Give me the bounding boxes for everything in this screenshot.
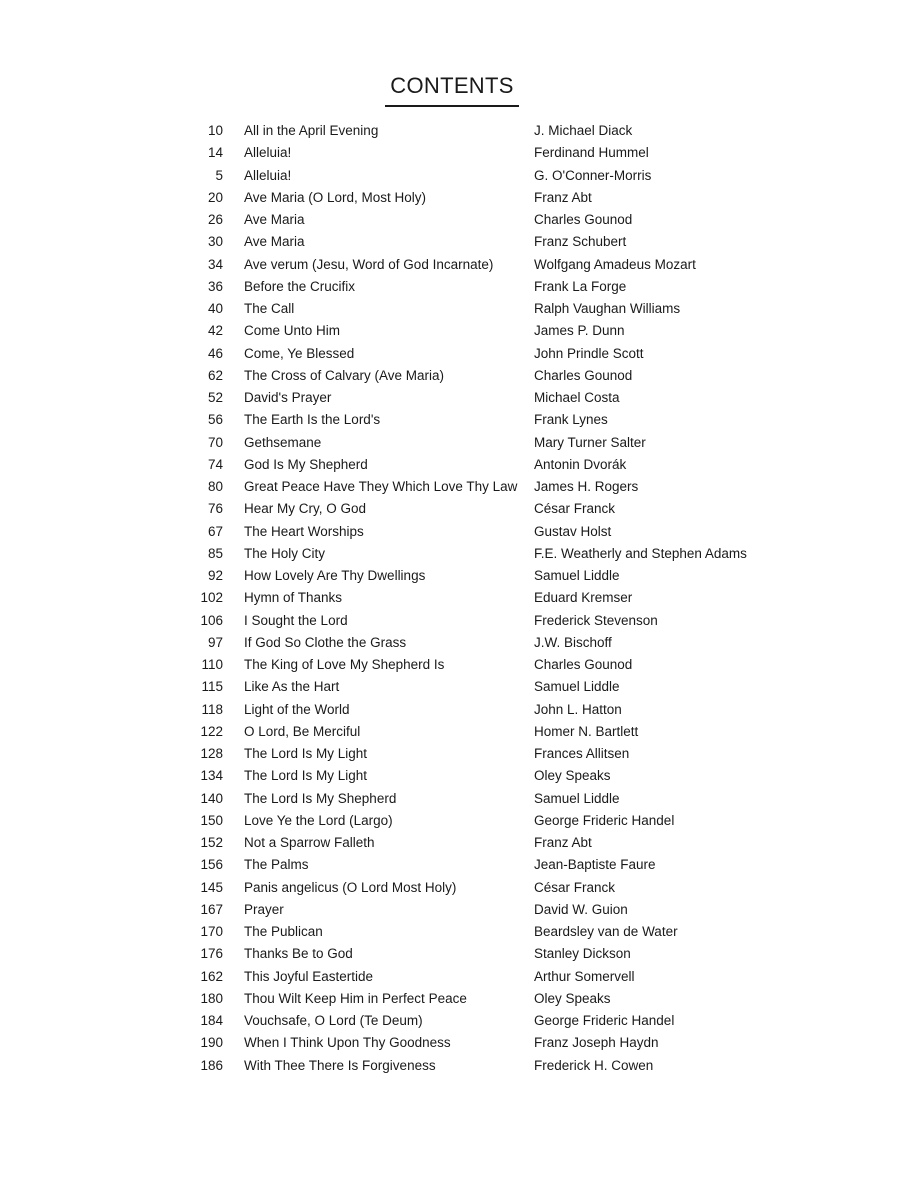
entry-page-number: 102 (200, 590, 223, 606)
entry-title: The Cross of Calvary (Ave Maria) (244, 367, 445, 383)
entry-title: David's Prayer (244, 390, 332, 405)
contents-entry (0, 343, 900, 365)
entry-title: O Lord, Be Merciful (244, 723, 361, 739)
entry-title: I Sought the Lord (244, 612, 348, 628)
page-title: CONTENTS (390, 73, 514, 98)
entry-page-number: 162 (200, 968, 223, 984)
entry-page-number: 42 (207, 323, 223, 339)
entry-page-number: 110 (201, 657, 223, 672)
contents-entry (0, 231, 900, 253)
entry-composer: John Prindle Scott (534, 345, 644, 361)
entry-title: Ave Maria (244, 234, 305, 250)
entry-composer: Frederick H. Cowen (534, 1057, 654, 1073)
entry-composer: Stanley Dickson (534, 946, 631, 962)
contents-entry (0, 832, 900, 854)
contents-entry (0, 165, 900, 187)
contents-entry (0, 699, 900, 721)
entry-composer: Samuel Liddle (534, 568, 620, 583)
contents-entry (0, 587, 900, 609)
entry-composer: Oley Speaks (534, 768, 611, 784)
entry-page-number: 145 (200, 879, 223, 895)
contents-entry (0, 209, 900, 231)
entry-composer: Antonin Dvorák (534, 456, 627, 472)
entry-page-number: 150 (200, 812, 223, 828)
entry-page-number: 106 (200, 612, 223, 628)
contents-entry (0, 1010, 900, 1032)
entry-composer: Frederick Stevenson (534, 612, 658, 628)
entry-title: Ave Maria (O Lord, Most Holy) (244, 189, 427, 205)
entry-title: Vouchsafe, O Lord (Te Deum) (244, 1013, 423, 1028)
contents-entry (0, 432, 900, 454)
entry-page-number: 80 (207, 479, 223, 494)
entry-page-number: 10 (207, 123, 223, 138)
entry-composer: Samuel Liddle (534, 790, 620, 806)
entry-page-number: 170 (200, 924, 223, 939)
entry-title: If God So Clothe the Grass (244, 634, 407, 650)
entry-composer: James H. Rogers (534, 479, 639, 494)
entry-composer: Gustav Holst (534, 523, 612, 539)
entry-composer: Homer N. Bartlett (534, 723, 639, 739)
entry-composer: Jean-Baptiste Faure (534, 857, 656, 873)
entry-page-number: 85 (207, 545, 223, 561)
entry-page-number: 74 (207, 456, 223, 472)
entry-page-number: 67 (207, 523, 223, 539)
entry-composer: Franz Schubert (534, 234, 627, 250)
entry-title: With Thee There Is Forgiveness (244, 1057, 436, 1073)
entry-composer: F.E. Weatherly and Stephen Adams (534, 545, 747, 561)
entry-page-number: 140 (200, 790, 223, 806)
entry-page-number: 167 (200, 901, 223, 917)
contents-entry (0, 966, 900, 988)
entry-page-number: 30 (207, 234, 223, 250)
entry-composer: George Frideric Handel (534, 812, 675, 828)
entry-composer: John L. Hatton (534, 701, 622, 717)
entry-composer: Charles Gounod (534, 657, 633, 672)
entry-composer: Franz Abt (534, 189, 592, 205)
entry-page-number: 62 (207, 367, 223, 383)
entry-title: All in the April Evening (244, 123, 379, 138)
entry-composer: Charles Gounod (534, 367, 633, 383)
entry-composer: Frank Lynes (534, 412, 608, 428)
contents-entry (0, 988, 900, 1010)
contents-entry (0, 765, 900, 787)
entry-title: Before the Crucifix (244, 278, 356, 294)
contents-entry (0, 254, 900, 276)
contents-entry (0, 877, 900, 899)
entry-title: How Lovely Are Thy Dwellings (244, 568, 426, 583)
contents-entry (0, 320, 900, 342)
entry-composer: Samuel Liddle (534, 679, 620, 695)
contents-entry (0, 743, 900, 765)
entry-composer: J. Michael Diack (534, 123, 633, 138)
contents-entry (0, 921, 900, 943)
entry-title: Prayer (244, 901, 284, 917)
entry-page-number: 40 (207, 301, 223, 316)
entry-title: Light of the World (244, 701, 350, 717)
contents-entry (0, 1032, 900, 1054)
entry-composer: Charles Gounod (534, 212, 633, 227)
entry-composer: Ferdinand Hummel (534, 145, 649, 161)
contents-entry (0, 943, 900, 965)
entry-composer: G. O'Conner-Morris (534, 167, 652, 183)
entry-composer: J.W. Bischoff (534, 634, 612, 650)
entry-title: Hear My Cry, O God (244, 501, 367, 517)
entry-page-number: 180 (200, 990, 223, 1006)
entry-composer: David W. Guion (534, 901, 628, 917)
entry-title: The Publican (244, 924, 323, 939)
contents-list (0, 120, 900, 1077)
contents-entry (0, 476, 900, 498)
entry-title: Ave verum (Jesu, Word of God Incarnate) (244, 256, 494, 272)
entry-page-number: 152 (200, 835, 223, 850)
contents-entry (0, 899, 900, 921)
entry-title: The Lord Is My Shepherd (244, 790, 397, 806)
contents-entry (0, 632, 900, 654)
entry-composer: Oley Speaks (534, 990, 611, 1006)
entry-title: When I Think Upon Thy Goodness (244, 1035, 451, 1051)
contents-entry (0, 854, 900, 876)
contents-entry (0, 365, 900, 387)
entry-composer: César Franck (534, 501, 616, 517)
entry-title: Thanks Be to God (244, 946, 353, 962)
entry-page-number: 118 (201, 701, 223, 717)
contents-entry (0, 721, 900, 743)
contents-entry (0, 676, 900, 698)
contents-entry (0, 298, 900, 320)
contents-entry (0, 543, 900, 565)
contents-entry (0, 120, 900, 142)
entry-title: The Call (244, 301, 295, 316)
contents-entry (0, 498, 900, 520)
entry-page-number: 26 (207, 212, 223, 227)
entry-page-number: 115 (201, 679, 223, 695)
entry-page-number: 34 (207, 256, 223, 272)
entry-page-number: 70 (207, 434, 223, 450)
entry-page-number: 186 (200, 1057, 223, 1073)
entry-title: Come Unto Him (244, 323, 341, 339)
entry-title: The Heart Worships (244, 523, 364, 539)
entry-title: Alleluia! (244, 145, 292, 161)
entry-composer: Frances Allitsen (534, 746, 630, 761)
contents-entry (0, 521, 900, 543)
contents-entry (0, 788, 900, 810)
entry-composer: Franz Abt (534, 835, 592, 850)
entry-page-number: 36 (207, 278, 223, 294)
entry-composer: Michael Costa (534, 390, 620, 405)
entry-page-number: 56 (207, 412, 223, 428)
entry-title: The Holy City (244, 545, 326, 561)
entry-title: The Lord Is My Light (244, 768, 368, 784)
entry-title: The Palms (244, 857, 309, 873)
entry-title: Ave Maria (244, 212, 305, 227)
entry-title: This Joyful Eastertide (244, 968, 374, 984)
page-title-wrap (385, 72, 519, 100)
entry-page-number: 46 (207, 345, 223, 361)
entry-composer: James P. Dunn (534, 323, 625, 339)
entry-title: Gethsemane (244, 434, 322, 450)
contents-entry (0, 610, 900, 632)
title-underline (385, 105, 519, 107)
entry-page-number: 190 (200, 1035, 223, 1051)
entry-composer: César Franck (534, 879, 616, 895)
entry-page-number: 184 (200, 1013, 223, 1028)
entry-title: Hymn of Thanks (244, 590, 343, 606)
entry-title: The King of Love My Shepherd Is (244, 657, 445, 672)
entry-page-number: 156 (200, 857, 223, 873)
entry-title: Love Ye the Lord (Largo) (244, 812, 393, 828)
entry-title: Come, Ye Blessed (244, 345, 355, 361)
entry-page-number: 14 (207, 145, 223, 161)
entry-page-number: 134 (200, 768, 223, 784)
entry-page-number: 122 (200, 723, 223, 739)
entry-page-number: 97 (207, 634, 223, 650)
contents-entry (0, 565, 900, 587)
contents-entry (0, 187, 900, 209)
contents-entry (0, 1055, 900, 1077)
entry-title: Great Peace Have They Which Love Thy Law (244, 479, 518, 494)
contents-entry (0, 276, 900, 298)
entry-composer: Arthur Somervell (534, 968, 635, 984)
entry-composer: Wolfgang Amadeus Mozart (534, 256, 696, 272)
entry-page-number: 5 (215, 167, 223, 183)
entry-title: Panis angelicus (O Lord Most Holy) (244, 879, 457, 895)
contents-entry (0, 409, 900, 431)
entry-composer: George Frideric Handel (534, 1013, 675, 1028)
entry-title: God Is My Shepherd (244, 456, 368, 472)
entry-title: The Lord Is My Light (244, 746, 368, 761)
entry-page-number: 52 (207, 390, 223, 405)
contents-entry (0, 142, 900, 164)
contents-entry (0, 454, 900, 476)
entry-composer: Eduard Kremser (534, 590, 633, 606)
entry-title: Like As the Hart (244, 679, 340, 695)
contents-entry (0, 810, 900, 832)
entry-page-number: 176 (200, 946, 223, 962)
entry-page-number: 76 (207, 501, 223, 517)
entry-composer: Mary Turner Salter (534, 434, 646, 450)
entry-title: Alleluia! (244, 167, 292, 183)
contents-entry (0, 654, 900, 676)
entry-page-number: 20 (207, 189, 223, 205)
entry-page-number: 92 (207, 568, 223, 583)
contents-entry (0, 387, 900, 409)
entry-title: Thou Wilt Keep Him in Perfect Peace (244, 990, 467, 1006)
entry-page-number: 128 (200, 746, 223, 761)
entry-title: Not a Sparrow Falleth (244, 835, 375, 850)
entry-composer: Beardsley van de Water (534, 924, 678, 939)
entry-composer: Franz Joseph Haydn (534, 1035, 659, 1051)
entry-title: The Earth Is the Lord's (244, 412, 381, 428)
entry-composer: Ralph Vaughan Williams (534, 301, 681, 316)
entry-composer: Frank La Forge (534, 278, 627, 294)
